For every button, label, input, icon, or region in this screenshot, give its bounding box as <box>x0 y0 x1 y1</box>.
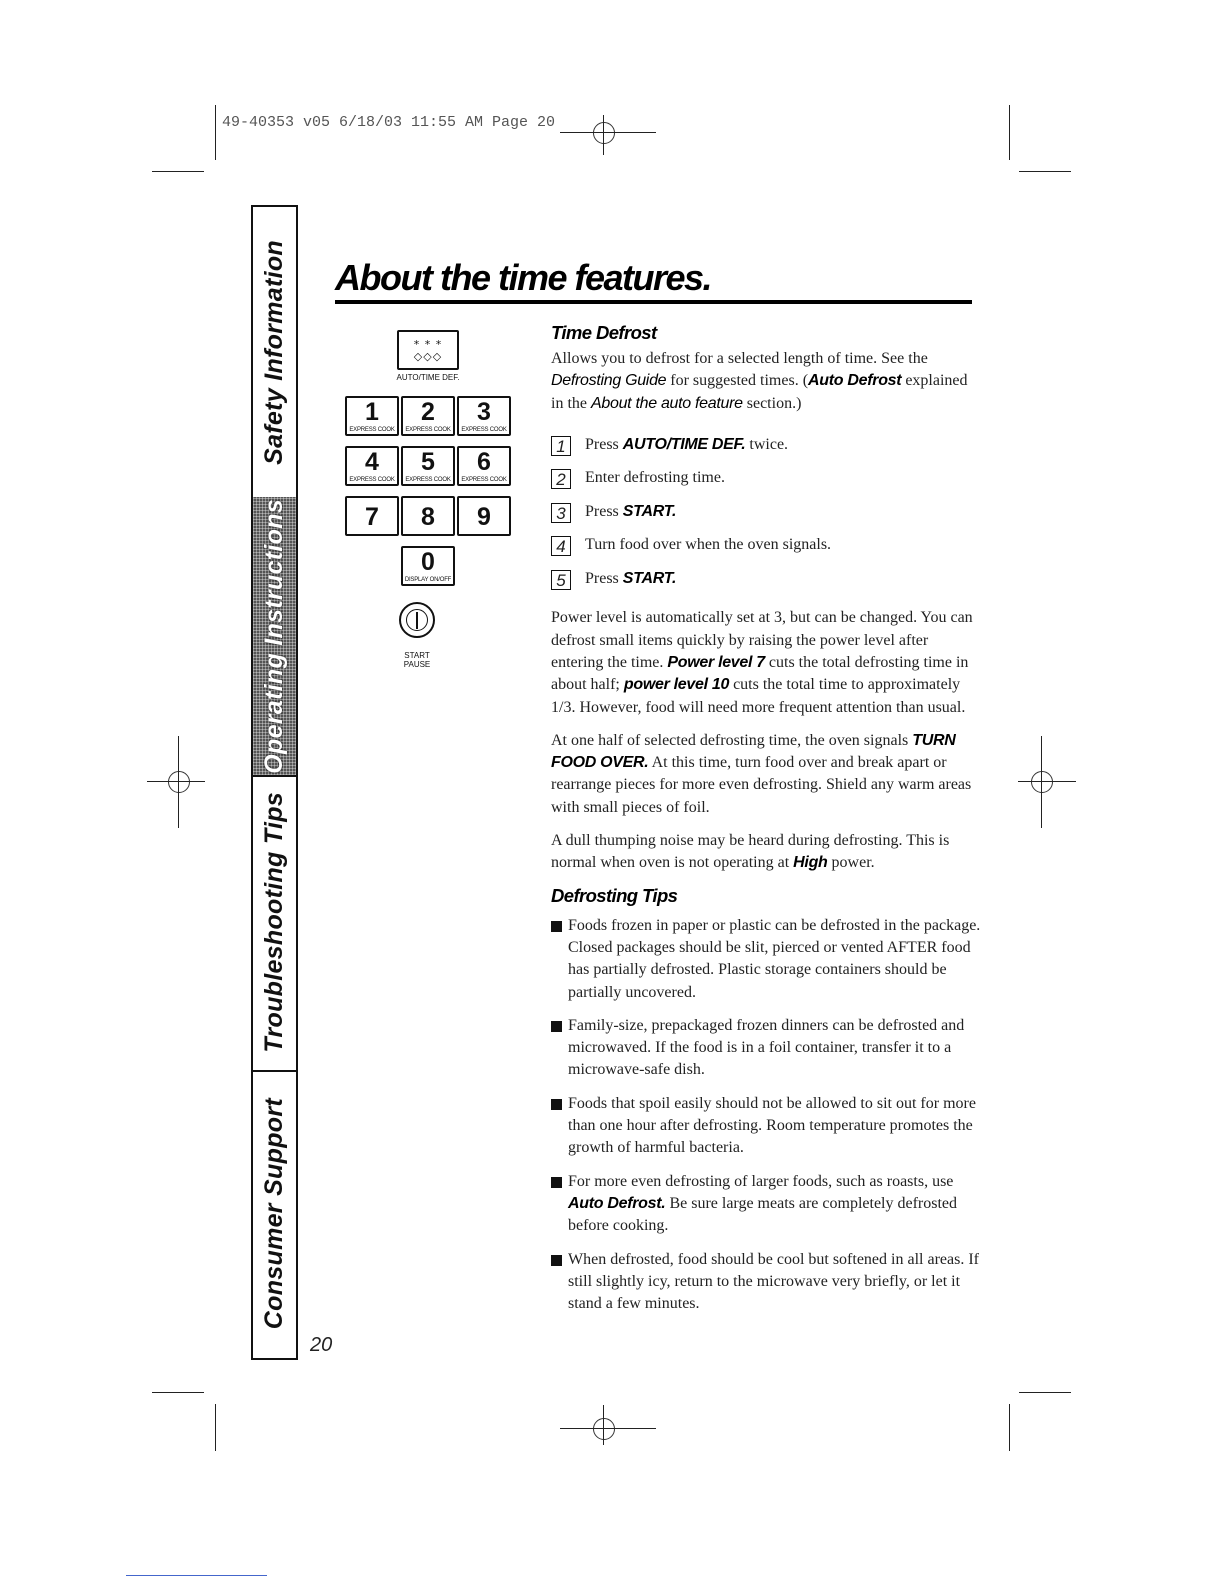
tab-label: Operating Instructions <box>260 498 288 774</box>
bullet-icon <box>551 1177 562 1188</box>
auto-time-defrost-key <box>397 330 459 370</box>
step-number: 2 <box>551 469 571 489</box>
page-title: About the time features. <box>335 257 712 298</box>
turn-food-paragraph: At one half of selected defrosting time, the oven signals TURN FOOD OVER. At this time, turn food over and break apart or rearrange pieces for more even defrosting. Shield any warm areas with small pieces of foil. <box>551 731 972 816</box>
tab-label: Troubleshooting Tips <box>260 792 288 1053</box>
step-number: 3 <box>551 503 571 523</box>
key-1: 1 EXPRESS COOK <box>345 396 399 436</box>
step-number: 5 <box>551 570 571 590</box>
bullet-icon <box>551 921 562 932</box>
defrost-key-caption: AUTO/TIME DEF. <box>396 373 460 382</box>
tab-safety-information[interactable] <box>253 207 296 499</box>
list-item: Foods frozen in paper or plastic can be defrosted in the package. Closed packages should be slit, pierced or vented AFTER food has partially defrosted. Plastic storage containers should be partially uncovered. <box>551 915 981 1004</box>
start-pause-caption: START PAUSE <box>403 651 431 669</box>
step-number: 4 <box>551 536 571 556</box>
link-underline <box>126 1575 267 1576</box>
bullet-icon <box>551 1099 562 1110</box>
start-pause-icon <box>399 602 435 638</box>
list-item: Foods that spoil easily should not be allowed to sit out for more than one hour after defrosting. Room temperature promotes the growth of harmful bacteria. <box>551 1093 981 1160</box>
key-3: 3 EXPRESS COOK <box>457 396 511 436</box>
step-number: 1 <box>551 436 571 456</box>
key-4: 4 EXPRESS COOK <box>345 446 399 486</box>
time-defrost-heading: Time Defrost <box>551 322 657 343</box>
crop-mark <box>215 1404 216 1451</box>
section-tabs <box>251 205 298 1360</box>
crop-mark <box>1009 1404 1010 1451</box>
tab-operating-instructions[interactable] <box>253 497 296 777</box>
crop-mark <box>152 1392 204 1393</box>
tab-label: Safety Information <box>260 239 288 465</box>
step-item: 1 Press AUTO/TIME DEF. twice. <box>551 434 981 468</box>
key-7: 7 <box>345 496 399 536</box>
crop-mark <box>1009 105 1010 160</box>
key-9: 9 <box>457 496 511 536</box>
page-number: 20 <box>310 1334 333 1356</box>
step-item: 5 Press START. <box>551 568 981 602</box>
key-2: 2 EXPRESS COOK <box>401 396 455 436</box>
step-list <box>551 434 981 602</box>
noise-paragraph: A dull thumping noise may be heard during defrosting. This is normal when oven is not operating at High power. <box>551 832 950 872</box>
list-item: When defrosted, food should be cool but softened in all areas. If still slightly icy, return to the microwave very briefly, or let it stand a few minutes. <box>551 1249 981 1316</box>
key-8: 8 <box>401 496 455 536</box>
bullet-icon <box>551 1021 562 1032</box>
crop-mark <box>1019 171 1071 172</box>
key-5: 5 EXPRESS COOK <box>401 446 455 486</box>
list-item: Family-size, prepackaged frozen dinners can be defrosted and microwaved. If the food is in a foil container, transfer it to a microwave-safe dish. <box>551 1015 981 1082</box>
bullet-icon <box>551 1255 562 1266</box>
crop-mark <box>152 171 204 172</box>
step-item: 3 Press START. <box>551 501 981 535</box>
defrosting-tips-heading: Defrosting Tips <box>551 884 678 906</box>
power-level-paragraph: Power level is automatically set at 3, but can be changed. You can defrost small items quickly by raising the power level after entering the time. Power level 7 cuts the total defrosting time in about half; power level 10 cuts the total time to approximately 1/3. However, food will need more frequent attention than usual. <box>551 609 973 716</box>
content-column <box>551 320 981 1326</box>
tab-consumer-support[interactable] <box>253 1070 296 1358</box>
tips-list <box>551 915 981 1316</box>
list-item: For more even defrosting of larger foods, such as roasts, use Auto Defrost. Be sure large meats are completely defrosted before cooking. <box>551 1171 981 1238</box>
time-defrost-intro: Allows you to defrost for a selected length of time. See the Defrosting Guide for suggested times. (Auto Defrost explained in the About the auto feature section.) <box>551 350 968 412</box>
crop-mark <box>215 105 216 160</box>
key-0: 0 DISPLAY ON/OFF <box>401 546 455 586</box>
defrost-icon: * * * ◇◇◇ <box>413 338 443 363</box>
step-item: 4 Turn food over when the oven signals. <box>551 534 981 568</box>
key-6: 6 EXPRESS COOK <box>457 446 511 486</box>
tab-label: Consumer Support <box>260 1098 288 1330</box>
crop-mark <box>1019 1392 1071 1393</box>
step-item: 2 Enter defrosting time. <box>551 467 981 501</box>
print-slug: 49-40353 v05 6/18/03 11:55 AM Page 20 <box>222 114 556 131</box>
title-rule <box>335 300 972 304</box>
tab-troubleshooting-tips[interactable] <box>253 775 296 1072</box>
